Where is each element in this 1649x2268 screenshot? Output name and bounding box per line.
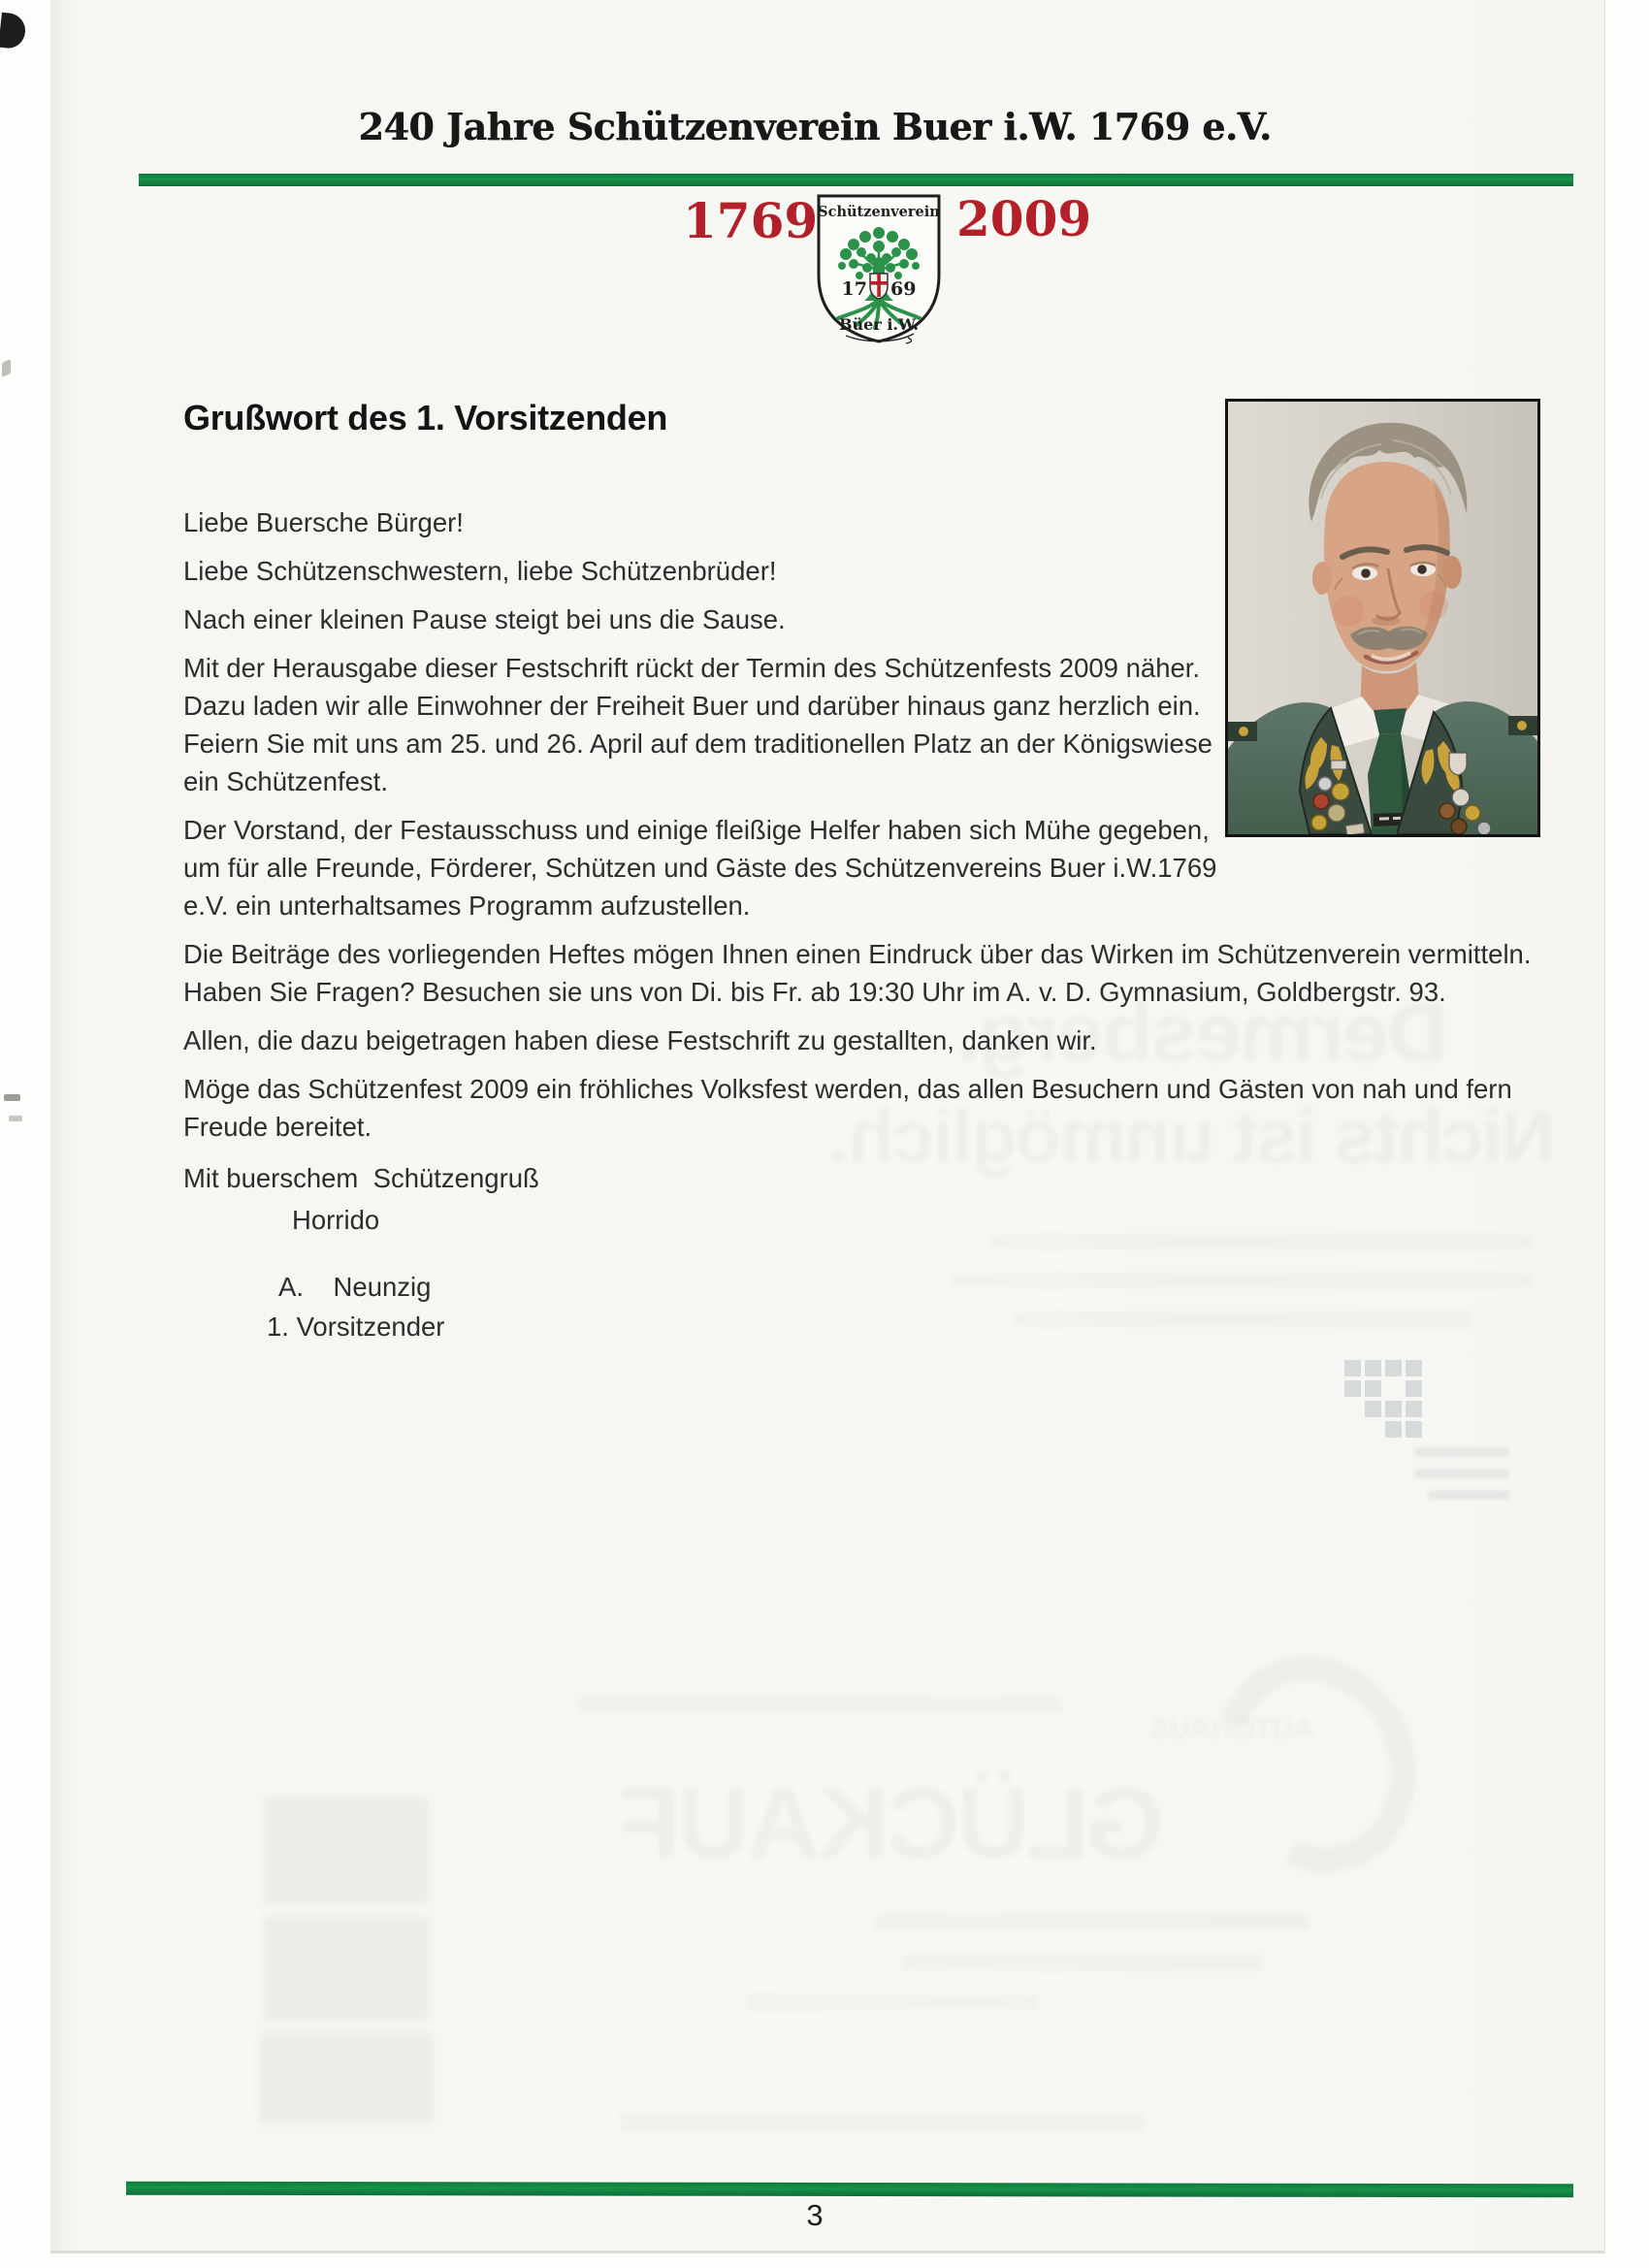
founding-year: 1769 — [683, 192, 819, 249]
scan-margin-right — [1604, 0, 1649, 2268]
paragraph: Liebe Schützenschwestern, liebe Schützenbrüder! — [183, 556, 777, 586]
ghost-photo-block — [264, 1916, 429, 2020]
scan-artifact-tick — [4, 1094, 20, 1101]
paragraph: Allen, die dazu beigetragen haben diese Festschrift zu gestallten, danken wir. — [183, 1025, 1097, 1055]
crest-year-left: 17 — [841, 278, 867, 300]
paragraph: Nach einer kleinen Pause steigt bei uns die Sause. — [183, 604, 786, 634]
chairman-portrait-photo — [1225, 399, 1540, 837]
club-crest — [811, 190, 947, 347]
ghost-text-bar — [989, 1234, 1533, 1249]
paragraph: Die Beiträge des vorliegenden Heftes mögen Ihnen einen Eindruck über das Wirken im Schützenverein vermitteln. Haben Sie Fragen? Besuchen sie uns von Di. bis Fr. ab 19:30 Uhr im A. v. D. Gymnasium, Goldbergstr. 93. — [183, 939, 1532, 1007]
crest-bottom-text: Büer i.W. — [838, 315, 920, 334]
paragraph: Liebe Buersche Bürger! — [183, 507, 464, 537]
ghost-showthrough-brand: GLÜCKAUF — [621, 1767, 1164, 1880]
article-heading: Grußwort des 1. Vorsitzenden — [183, 398, 668, 437]
crest-year-right: 69 — [890, 278, 917, 300]
crest-top-text: Schützenverein — [818, 204, 940, 220]
ghost-showthrough-headline-1: Dermesberg. — [958, 987, 1447, 1080]
ghost-pixel-logo — [1344, 1360, 1441, 1445]
scan-artifact-corner — [0, 13, 27, 50]
closing-cheer: Horrido — [292, 1205, 380, 1235]
scan-artifact-tick — [2, 359, 11, 377]
signature-title: 1. Vorsitzender — [267, 1312, 445, 1342]
ghost-showthrough-headline-2: Nichts ist unmöglich. — [830, 1093, 1556, 1179]
ghost-card-logo — [1405, 1440, 1519, 1521]
paragraph: Möge das Schützenfest 2009 ein fröhliches Volksfest werden, das allen Besuchern und Gästen von nah und fern Freude bereitet. — [183, 1074, 1512, 1142]
ghost-text-bar — [902, 1954, 1261, 1971]
signature-name: A. Neunzig — [278, 1272, 432, 1302]
green-rule-top — [139, 174, 1573, 186]
ghost-photo-block — [260, 2032, 433, 2124]
ghost-text-bar — [951, 1273, 1533, 1288]
cheek-left — [1333, 596, 1364, 627]
ghost-photo-block — [264, 1797, 429, 1903]
ear-left — [1312, 562, 1332, 595]
green-rule-bottom — [126, 2182, 1573, 2198]
paragraph: Mit der Herausgabe dieser Festschrift rückt der Termin des Schützenfests 2009 näher. Dazu laden wir alle Einwohner der Freiheit Buer und darüber hinaus ganz herzlich ein. Feiern Sie mit uns am 25. und 26. April auf dem traditionellen Platz an der Königswiese ein Schützenfest. — [183, 653, 1212, 796]
page-title: 240 Jahre Schützenverein Buer i.W. 1769 e.V. — [358, 105, 1272, 148]
ghost-text-bar — [873, 1913, 1310, 1930]
ghost-text-bar — [1014, 1312, 1470, 1327]
scan-artifact-tick — [9, 1116, 22, 1121]
page-number: 3 — [806, 2198, 824, 2232]
closing-salute: Mit buerschem Schützengruß — [183, 1163, 539, 1193]
ghost-text-bar — [577, 1696, 1062, 1713]
ghost-text-bar — [747, 1994, 1038, 2010]
ghost-showthrough-autohaus: AUTOHAUS — [1149, 1713, 1314, 1745]
cheek-right — [1419, 591, 1448, 620]
anniversary-year: 2009 — [956, 190, 1092, 247]
paragraph: Der Vorstand, der Festausschuss und einige fleißige Helfer haben sich Mühe gegeben, um für alle Freunde, Förderer, Schützen und Gäste des Schützenvereins Buer i.W.1769 e.V. ein unterhaltsames Programm aufzustellen. — [183, 815, 1217, 921]
mini-cross-shield — [870, 274, 888, 299]
ghost-text-bar — [621, 2113, 1145, 2132]
scan-margin-bottom — [0, 2253, 1649, 2268]
